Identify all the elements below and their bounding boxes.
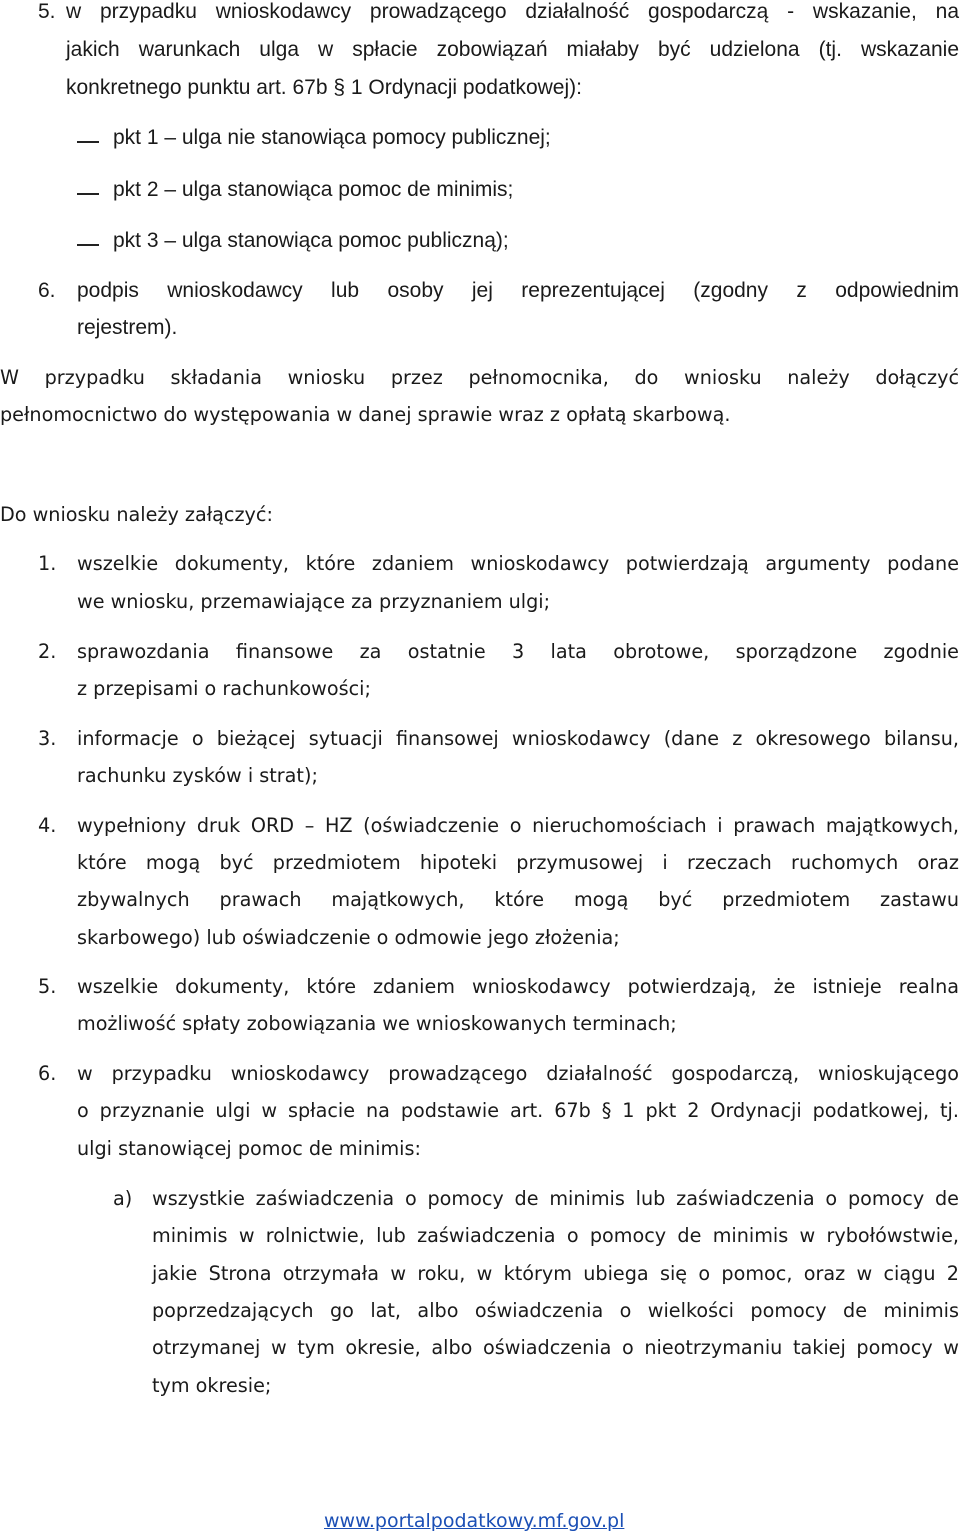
item-text-line: podpis wnioskodawcy lub osoby jej reprezentującej (zgodny z odpowiednim xyxy=(77,279,959,302)
attachment-line: informacje o bieżącej sytuacji finansowej wnioskodawcy (dane z okresowego bilansu, xyxy=(77,727,959,750)
sub-item: pkt 1 – ulga nie stanowiąca pomocy publicznej; xyxy=(113,126,551,149)
attachment-line: wszelkie dokumenty, które zdaniem wnioskodawcy potwierdzają, że istnieje realna xyxy=(77,975,959,998)
item-text-line: w przypadku wnioskodawcy prowadzącego działalność gospodarczą - wskazanie, na xyxy=(66,0,959,23)
footer-website-link[interactable]: www.portalpodatkowy.mf.gov.pl xyxy=(324,1510,625,1532)
attachment-line: z przepisami o rachunkowości; xyxy=(77,677,371,700)
sub-attachment-line: jakie Strona otrzymała w roku, w którym ubiega się o pomoc, oraz w ciągu 2 xyxy=(152,1262,959,1285)
sub-attachment-line: tym okresie; xyxy=(152,1374,272,1397)
item-number: 6. xyxy=(38,279,56,302)
item-number: 5. xyxy=(38,0,56,23)
attachment-line: w przypadku wnioskodawcy prowadzącego działalność gospodarczą, wnioskującego xyxy=(77,1062,959,1085)
sub-attachment-label: a) xyxy=(113,1187,133,1210)
attachment-line: we wniosku, przemawiające za przyznaniem ulgi; xyxy=(77,590,551,613)
attachment-line: skarbowego) lub oświadczenie o odmowie jego złożenia; xyxy=(77,926,620,949)
item-text-line: jakich warunkach ulga w spłacie zobowiązań miałaby być udzielona (tj. wskazanie xyxy=(66,38,959,61)
sub-attachment-line: minimis w rolnictwie, lub zaświadczenia o pomocy de minimis w rybołówstwie, xyxy=(152,1224,959,1247)
attachment-line: rachunku zysków i strat); xyxy=(77,764,318,787)
attachment-number: 6. xyxy=(38,1062,57,1085)
attachment-line: sprawozdania finansowe za ostatnie 3 lata obrotowe, sporządzone zgodnie xyxy=(77,640,959,663)
attachment-line: możliwość spłaty zobowiązania we wnioskowanych terminach; xyxy=(77,1012,677,1035)
attachment-line: o przyznanie ulgi w spłacie na podstawie art. 67b § 1 pkt 2 Ordynacji podatkowej, tj. xyxy=(77,1099,959,1122)
item-text-line: konkretnego punktu art. 67b § 1 Ordynacji podatkowej): xyxy=(66,76,582,99)
note-line: W przypadku składania wniosku przez pełnomocnika, do wniosku należy dołączyć xyxy=(0,366,959,389)
sub-item: pkt 2 – ulga stanowiąca pomoc de minimis; xyxy=(113,178,514,201)
attachment-number: 5. xyxy=(38,975,57,998)
dash-bullet xyxy=(77,193,99,195)
sub-item: pkt 3 – ulga stanowiąca pomoc publiczną); xyxy=(113,229,509,252)
item-text-line: rejestrem). xyxy=(77,316,178,339)
note-line: pełnomocnictwo do występowania w danej sprawie wraz z opłatą skarbową. xyxy=(0,403,731,426)
dash-bullet xyxy=(77,244,99,246)
sub-attachment-line: wszystkie zaświadczenia o pomocy de minimis lub zaświadczenia o pomocy de xyxy=(152,1187,959,1210)
attachment-line: wypełniony druk ORD – HZ (oświadczenie o nieruchomościach i prawach majątkowych, xyxy=(77,814,959,837)
attachments-heading: Do wniosku należy załączyć: xyxy=(0,503,273,526)
attachment-number: 1. xyxy=(38,552,57,575)
attachment-line: ulgi stanowiącej pomoc de minimis: xyxy=(77,1137,421,1160)
attachment-line: wszelkie dokumenty, które zdaniem wnioskodawcy potwierdzają argumenty podane xyxy=(77,552,959,575)
attachment-number: 4. xyxy=(38,814,57,837)
attachment-number: 2. xyxy=(38,640,57,663)
attachment-number: 3. xyxy=(38,727,57,750)
attachment-line: zbywalnych prawach majątkowych, które mogą być przedmiotem zastawu xyxy=(77,888,959,911)
dash-bullet xyxy=(77,141,99,143)
attachment-line: które mogą być przedmiotem hipoteki przymusowej i rzeczach ruchomych oraz xyxy=(77,851,959,874)
sub-attachment-line: otrzymanej w tym okresie, albo oświadczenia o nieotrzymaniu takiej pomocy w xyxy=(152,1336,959,1359)
sub-attachment-line: poprzedzających go lat, albo oświadczenia o wielkości pomocy de minimis xyxy=(152,1299,959,1322)
